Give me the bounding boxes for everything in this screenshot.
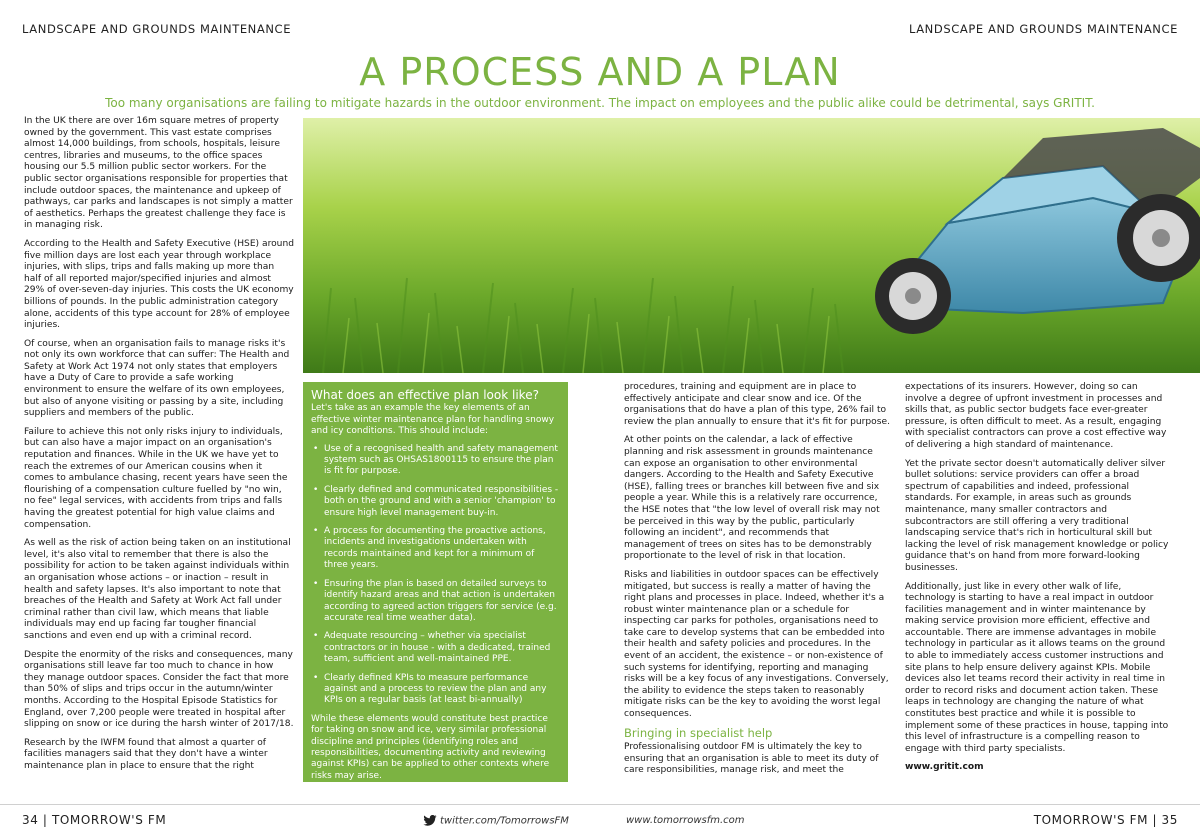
paragraph: Additionally, just like in every other walk of life, technology is starting to have a real impact in outdoor facilities management and in winter maintenance by making service provision more efficient, effective and accountable. There are immense advantages in mobile technology in particular as it allows teams on the ground to able to immediately access customer instructions and site plans to help ensure delivery against KPIs. Mobile devices also let teams record their activity in real time in order to record risks and document action taken. These leaps in technology are changing the nature of what constitutes best practice and while it is possible to implement some of these practices in house, tapping into this level of infrastructure is a compelling reason to engage with third party specialists. xyxy=(905,581,1169,754)
footer-page-right: TOMORROW'S FM | 35 xyxy=(1033,813,1178,827)
box-bullet-list xyxy=(311,444,560,707)
paragraph: As well as the risk of action being taken on an institutional level, it's also vital to remember that there is also the possibility for action to be taken against individuals within an organisation whose actions – or inaction – result in health and safety lapses. It's also important to note that breaches of the Health and Safety at Work Act fall under criminal rather than civil law, which means that liable individuals may end up facing far tougher financial sanctions and even end up with a criminal record. xyxy=(24,538,291,641)
website-link[interactable]: www.gritit.com xyxy=(905,762,984,773)
paragraph: Professionalising outdoor FM is ultimately the key to ensuring that an organisation is able to meet its duty of care responsibilities, manage risk, and meet the xyxy=(624,742,879,776)
paragraph: In the UK there are over 16m square metres of property owned by the government. This vast estate comprises almost 14,000 buildings, from schools, hospitals, leisure centres, libraries and museums, to the office spaces housing our 5.5 million public sector workers. For the public sector organisations responsible for properties that include outdoor spaces, the maintenance and upkeep of pathways, car parks and landscapes is not simply a matter of aesthetics. Perhaps the greatest challenge they face is in managing risk. xyxy=(24,116,293,231)
box-bullet: • Clearly defined and communicated responsibilities - both on the ground and with a senior 'champion' to ensure high level management buy-in. xyxy=(311,485,560,519)
box-bullet: • Ensuring the plan is based on detailed surveys to identify hazard areas and that action is undertaken according to agreed action triggers for service (e.g. accurate real time weather data). xyxy=(311,579,560,625)
section-label-left: LANDSCAPE AND GROUNDS MAINTENANCE xyxy=(22,22,292,36)
box-title: What does an effective plan look like? xyxy=(311,388,539,402)
column-4 xyxy=(905,382,1173,774)
hero-image-lawnmower-on-grass xyxy=(303,118,1200,373)
paragraph: Research by the IWFM found that almost a quarter of facilities managers said that they don't have a winter maintenance plan in place to ensure that the right xyxy=(24,737,268,771)
column-3 xyxy=(624,382,892,784)
box-bullet: • A process for documenting the proactive actions, incidents and investigations undertaken with records maintained and kept for a minimum of three years. xyxy=(311,526,560,572)
paragraph: Of course, when an organisation fails to manage risks it's not only its own workforce that can suffer: The Health and Safety at Work Act 1974 not only states that employers have a Duty of Care to provide a safe working environment to ensure the welfare of its own employees, but also of anyone visiting or passing by a site, including suppliers and members of the public. xyxy=(24,338,290,419)
box-outro: While these elements would constitute best practice for taking on snow and ice, very similar professional discipline and principles (identifying roles and responsibilities, documenting activity and reviewing against KPIs) can be applied to other contexts where risks may arise. xyxy=(311,713,550,781)
paragraph: Yet the private sector doesn't automatically deliver silver bullet solutions: service providers can offer a broad spectrum of capabilities and indeed, professional standards. For example, in areas such as grounds maintenance, many smaller contractors and subcontractors are still offering a very traditional landscaping service that's rich in horticultural skill but lacking the level of risk management knowledge or policy guidance that's on hand from more forward-looking businesses. xyxy=(905,458,1169,573)
footer-divider xyxy=(0,804,1200,805)
paragraph: expectations of its insurers. However, doing so can involve a degree of upfront investment in processes and skills that, as public sector budgets face ever-greater pressure, is often difficult to meet. As a result, engaging with specialist contractors can prove a cost effective way of delivering a high standard of maintenance. xyxy=(905,382,1167,450)
paragraph: According to the Health and Safety Executive (HSE) around five million days are lost each year through workplace injuries, with slips, trips and falls making up more than half of all reported major/specified injuries and almost 29% of over-seven-day injuries. This costs the UK economy billions of pounds. In the public administration category alone, accidents of this type account for 28% of employee injuries. xyxy=(24,238,294,331)
paragraph: Failure to achieve this not only risks injury to individuals, but can also have a major impact on an organisation's reputation and finances. While in the UK we have yet to reach the extremes of our American cousins when it comes to ambulance chasing, recent years have seen the flourishing of a compensation culture fuelled by "no win, no fee" legal services, with accidents from trips and falls having the greatest potential for high value claims and compensation. xyxy=(24,426,288,530)
paragraph: At other points on the calendar, a lack of effective planning and risk assessment in grounds maintenance can expose an organisation to other environmental dangers. According to the Health and Safety Executive (HSE), falling trees or branches kill between five and six people a year. While this is a relatively rare occurrence, the HSE notes that "the low level of overall risk may not be perceived in this way by the public, particularly following an incident", and recommends that management of trees on sites has to be demonstrably proportionate to the level of risk in that location. xyxy=(624,435,880,562)
paragraph: procedures, training and equipment are in place to effectively anticipate and clear snow and ice. Of the organisations that do have a plan of this type, 26% fail to review the plan annually to ensure that it's fit for purpose. xyxy=(624,382,890,427)
footer-twitter[interactable] xyxy=(423,815,569,827)
standfirst: Too many organisations are failing to mitigate hazards in the outdoor environment. The impact on employees and the public alike could be detrimental, says GRITIT. xyxy=(105,96,1095,110)
footer-page-left: 34 | TOMORROW'S FM xyxy=(22,813,167,827)
box-bullet: • Use of a recognised health and safety management system such as OHSAS1800115 to ensure the plan is fit for purpose. xyxy=(311,444,560,478)
headline: A PROCESS AND A PLAN xyxy=(359,50,841,94)
twitter-handle: twitter.com/TomorrowsFM xyxy=(440,815,569,827)
effective-plan-sidebar-box xyxy=(303,382,568,782)
paragraph: Despite the enormity of the risks and consequences, many organisations still leave far too much to chance in how they manage outdoor spaces. Consider the fact that more than 50% of slips and trips occur in the autumn/winter months. According to the Hospital Episode Statistics for England, over 7,200 people were treated in hospital after slipping on snow or ice during the harsh winter of 2017/18. xyxy=(24,649,294,730)
subheading-specialist-help: Bringing in specialist help xyxy=(624,725,773,740)
box-bullet: • Adequate resourcing – whether via specialist contractors or in house - with a dedicated, trained team, sufficient and well-maintained PPE. xyxy=(311,631,560,665)
column-1 xyxy=(24,116,294,779)
box-bullet: • Clearly defined KPIs to measure performance against and a process to review the plan and any KPIs on a regular basis (at least bi-annually) xyxy=(311,673,560,707)
twitter-bird-icon xyxy=(423,815,437,826)
box-intro: Let's take as an example the key elements of an effective winter maintenance plan for handling snowy and icy conditions. This should include: xyxy=(311,403,555,437)
paragraph: Risks and liabilities in outdoor spaces can be effectively mitigated, but success is really a matter of having the right plans and processes in place. Indeed, whether it's a robust winter maintenance plan or a schedule for inspecting car parks for potholes, organisations need to take care to develop systems that can be embedded into their health and safety policies and procedures. In the event of an accident, the existence – or non-existence of such systems for identifying, reporting and managing risks will be a key focus of any investigations. Conversely, the ability to evidence the steps taken to reasonably mitigate risks can be the key to avoiding the worst legal consequences. xyxy=(624,569,889,720)
section-label-right: LANDSCAPE AND GROUNDS MAINTENANCE xyxy=(908,22,1178,36)
footer-website[interactable]: www.tomorrowsfm.com xyxy=(626,815,745,826)
